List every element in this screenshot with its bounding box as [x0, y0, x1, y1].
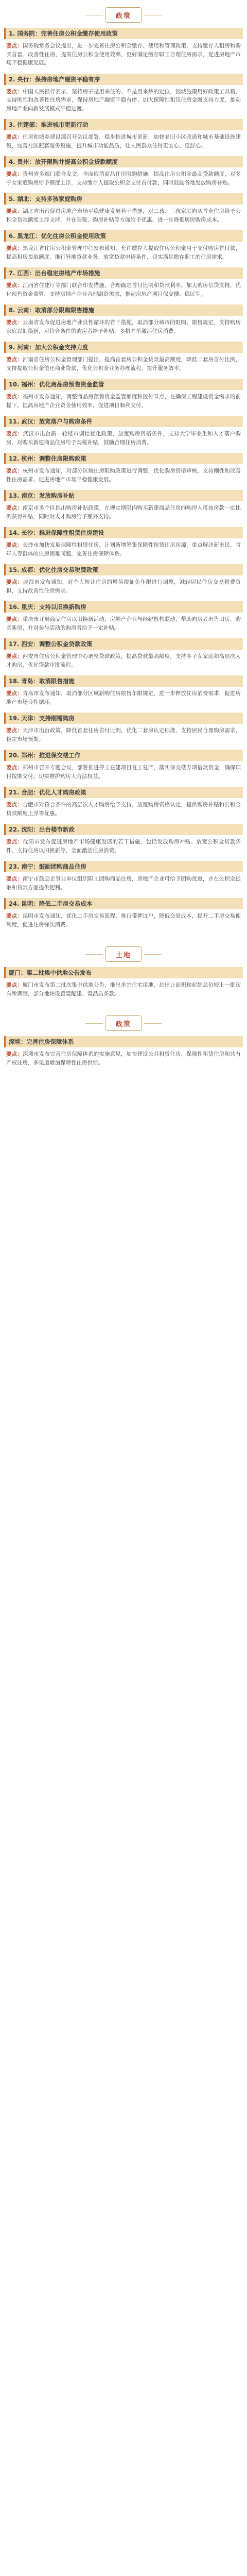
- article-text: 青岛市发布通知，取消部分区域新购住房限售年限规定，进一步释放住房消费需求，促进房地产市场良性循环。: [6, 690, 241, 705]
- article-body: [4, 501, 243, 521]
- article-body: [4, 872, 243, 892]
- article-body: [4, 650, 243, 669]
- article-body: [4, 130, 243, 150]
- article-body: [4, 613, 243, 632]
- article-text: 沈阳市发布促进房地产市场健康发展的若干措施，包括发放购房补贴、放宽公积金贷款条件、支持住房以旧换新等，全面激活住房消费。: [6, 839, 241, 854]
- article-item: [0, 416, 247, 447]
- article-lead: 要点：: [6, 468, 23, 474]
- article-lead: 要点：: [6, 43, 23, 49]
- article-lead: 要点：: [6, 357, 23, 363]
- article-body: [4, 353, 243, 372]
- article-body: [4, 909, 243, 929]
- article-text: 天津市出台政策，降低首套住房首付比例，优化二套房认定标准，支持居民合理购房需求，稳定市场预期。: [6, 727, 241, 742]
- article-item: [0, 787, 247, 818]
- article-item: [0, 267, 247, 298]
- article-item: [0, 601, 247, 632]
- article-lead: 要点：: [6, 245, 23, 251]
- article-headline: 9. 河南：加大公积金支持力度: [4, 342, 243, 353]
- article-body: [4, 427, 243, 447]
- content: [0, 0, 247, 1077]
- article-headline: 8. 云南：取消部分限购限售措施: [4, 304, 243, 316]
- article-item: [0, 119, 247, 150]
- article-body: [4, 798, 243, 818]
- article-lead: 要点：: [6, 208, 23, 214]
- article-text: 合肥市对符合条件的高层次人才购房给予支持，放宽购房资格认定，提供购房补贴和公积金贷款额度上浮等优惠。: [6, 802, 241, 817]
- section-badge: 政策: [105, 7, 142, 23]
- article-lead: 要点：: [6, 1051, 23, 1057]
- article-body: [4, 464, 243, 484]
- article-text: 杭州市发布通知，对部分区域住房限购政策进行调整，优化购房资格审核，支持刚性和改善性住房需求，促进房地产市场平稳健康发展。: [6, 468, 241, 483]
- article-text: 贵州省多部门联合发文，全面取消商品住房限购措施，提高住房公积金最高贷款额度，对多子女家庭购房给予额度上浮，支持缴存人提取公积金支付首付款，同时鼓励各地发放购房补贴。: [6, 171, 241, 186]
- article-body: [4, 724, 243, 743]
- article-headline: 1. 国务院：完善住房公积金缴存使用政策: [4, 28, 243, 39]
- article-item: [0, 527, 247, 558]
- article-item: [0, 824, 247, 855]
- article-headline: 5. 湖北：支持多孩家庭购房: [4, 193, 243, 205]
- section-header: [0, 1008, 247, 1036]
- article-lead: 要点：: [6, 616, 23, 622]
- article-body: [4, 575, 243, 595]
- article-headline: 20. 郑州：推进保交楼工作: [4, 750, 243, 761]
- article-headline: 16. 重庆：支持以旧换新购房: [4, 601, 243, 613]
- article-lead: 要点：: [6, 802, 23, 808]
- article-lead: 要点：: [6, 765, 23, 771]
- article-text: 昆明市发布通知，优化二手房交易流程，推行带押过户，降低交易成本，提升二手房交易便利度，促进住房梯次消费。: [6, 913, 241, 928]
- article-headline: 7. 江西：出台稳定房地产市场措施: [4, 267, 243, 279]
- article-item: [0, 675, 247, 706]
- article-headline: 3. 住建部：推进城市更新行动: [4, 119, 243, 130]
- article-text: 成都市发布通知，对个人转让住房的增值税征免年限进行调整，减轻居民住房交易税费负担，支持改善性住房需求。: [6, 579, 241, 594]
- article-headline: 18. 青岛：取消限售措施: [4, 675, 243, 687]
- article-item: [0, 28, 247, 67]
- article-item: [0, 230, 247, 261]
- article-text: 云南省发布促进房地产业良性循环的若干措施，取消部分城市的限购、限售规定，支持购房家庭以旧换新，对符合条件的购房者给予补贴，多措并举激活住房消费。: [6, 319, 241, 334]
- article-body: [4, 1047, 243, 1067]
- article-text: 江西省住建厅等部门联合印发措施，合理确定首付比例和贷款利率，加大购房信贷支持，优化预售资金监管，支持房地产企业合理融资需求，推动房地产项目保交楼、稳民生。: [6, 282, 241, 297]
- article-text: 郑州市召开专题会议，部署推进停工在建项目复工复产，落实保交楼专项借款资金，确保项目按期交付，切实维护购房人合法权益。: [6, 765, 241, 779]
- article-lead: 要点：: [6, 88, 23, 95]
- article-lead: 要点：: [6, 839, 23, 845]
- article-headline: 10. 福州：优化商品房预售资金监管: [4, 379, 243, 390]
- article-text: 中国人民银行表示，坚持房子是用来住的、不是用来炒的定位，因城施策用好政策工具箱，支持刚性和改善性住房需求，保持房地产融资平稳有序，加大保障性租赁住房金融支持力度，推动房地产业向新发展模式平稳过渡。: [6, 88, 241, 112]
- article-lead: 要点：: [6, 431, 23, 437]
- article-item: [0, 967, 247, 998]
- article-headline: 厦门：第二批集中供地公告发布: [4, 967, 243, 978]
- article-headline: 22. 沈阳：出台楼市新政: [4, 824, 243, 835]
- article-lead: 要点：: [6, 134, 23, 140]
- article-lead: 要点：: [6, 913, 23, 919]
- article-item: [0, 490, 247, 521]
- article-text: 长沙市加快发展保障性租赁住房，计划新增筹集保障性租赁住房房源，重点解决新市民、青年人等群体的住房困难问题，完善住房保障体系。: [6, 542, 241, 557]
- article-body: [4, 316, 243, 335]
- article-item: [0, 379, 247, 410]
- article-item: [0, 898, 247, 929]
- article-item: [0, 564, 247, 595]
- article-headline: 4. 贵州：放开限购并提高公积金贷款额度: [4, 156, 243, 167]
- article-body: [4, 279, 243, 298]
- article-lead: 要点：: [6, 505, 23, 511]
- article-lead: 要点：: [6, 653, 23, 659]
- section-header: [0, 0, 247, 28]
- article-body: [4, 835, 243, 855]
- article-headline: 15. 成都：优化住房交易税费政策: [4, 564, 243, 575]
- article-lead: 要点：: [6, 282, 23, 289]
- article-text: 南宁市鼓励企事业单位组织职工团购商品住房，房地产企业可给予团购优惠，并在公积金提取和贷款方面提供便利。: [6, 876, 241, 891]
- article-text: 西安市住房公积金管理中心调整贷款政策，提高贷款最高额度，支持多子女家庭和高层次人才购房，优化贷款审批流程。: [6, 653, 241, 668]
- article-text: 福州市发布通知，调整商品房预售资金监管额度和拨付节点，在确保工程建设资金需求的前提下，提高房地产企业资金使用效率，促进项目顺利交付。: [6, 394, 241, 409]
- article-headline: 24. 昆明：降低二手房交易成本: [4, 898, 243, 909]
- article-headline: 12. 杭州：调整住房限购政策: [4, 453, 243, 464]
- article-text: 住房和城乡建设部召开会议部署，稳步推进城市更新，加快老旧小区改造和城市基础设施建设，完善社区配套服务设施，提升城市功能品质，让人民群众住得更安心、更舒心。: [6, 134, 241, 149]
- section-spacer: [0, 935, 247, 939]
- article-body: [4, 978, 243, 998]
- article-text: 重庆市开展商品住房以旧换新活动，房地产企业与经纪机构联动，帮助购房者出售旧房、购买新房，并对参与活动的购房者给予一定补贴。: [6, 616, 241, 631]
- article-body: [4, 538, 243, 558]
- article-lead: 要点：: [6, 982, 23, 988]
- section-spacer: [0, 1073, 247, 1077]
- article-lead: 要点：: [6, 690, 23, 697]
- section-header: [0, 939, 247, 967]
- section-badge: 政策: [105, 1015, 142, 1031]
- article-body: [4, 687, 243, 706]
- article-text: 湖北省出台促进房地产市场平稳健康发展若干措施，对二孩、三孩家庭购买首套住房给予公积金贷款额度上浮支持，并在契税、购房补贴等方面给予优惠，进一步降低居民购房成本。: [6, 208, 241, 223]
- article-lead: 要点：: [6, 542, 23, 548]
- article-lead: 要点：: [6, 579, 23, 585]
- article-headline: 深圳：完善住房保障体系: [4, 1036, 243, 1047]
- article-text: 武汉市出台新一轮楼市调控优化政策，放宽购房资格条件，支持大学毕业生和人才落户购房，对购买新建商品住房给予契税补贴，鼓励合理住房消费。: [6, 431, 241, 446]
- article-item: [0, 713, 247, 743]
- article-body: [4, 761, 243, 781]
- article-item: [0, 750, 247, 781]
- article-text: 黑龙江省住房公积金管理中心发布通知，允许缴存人提取住房公积金用于支付购房首付款，提高租房提取额度，推行异地贷款业务，放宽贷款申请条件，切实满足缴存职工的住房需求。: [6, 245, 241, 260]
- article-body: [4, 242, 243, 261]
- article-item: [0, 453, 247, 484]
- article-item: [0, 74, 247, 113]
- article-item: [0, 156, 247, 187]
- article-lead: 要点：: [6, 876, 23, 882]
- article-item: [0, 193, 247, 224]
- article-headline: 17. 西安：调整公积金贷款政策: [4, 638, 243, 650]
- article-body: [4, 205, 243, 224]
- article-text: 厦门市发布第二批次集中供地公告，推出多宗住宅用地，总出让面积和起始总价较上一批次有所调整，部分地块设置竞配建、竞品质条款。: [6, 982, 241, 997]
- article-item: [0, 861, 247, 892]
- article-lead: 要点：: [6, 727, 23, 734]
- article-body: [4, 167, 243, 187]
- article-headline: 23. 南宁：鼓励团购商品住房: [4, 861, 243, 872]
- article-item: [0, 342, 247, 372]
- article-headline: 14. 长沙：推进保障性租赁住房建设: [4, 527, 243, 538]
- article-body: [4, 390, 243, 410]
- article-text: 深圳市发布完善住房保障体系的实施意见，加快建设公共租赁住房、保障性租赁住房和共有产权住房，多渠道增加保障性住房供给。: [6, 1051, 241, 1066]
- article-lead: 要点：: [6, 171, 23, 177]
- article-headline: 13. 南京：发放购房补贴: [4, 490, 243, 501]
- section-spacer: [0, 1004, 247, 1008]
- article-text: 国务院常务会议提出，进一步完善住房公积金缴存、使用和管理政策，支持缴存人租房和购买首套、改善性住房，提高住房公积金使用效率，更好满足缴存职工合理住房需求，促进房地产市场平稳健康发展。: [6, 43, 241, 66]
- article-body: [4, 39, 243, 67]
- article-headline: 2. 央行：保持房地产融资平稳有序: [4, 74, 243, 85]
- article-item: [0, 304, 247, 335]
- article-text: 南京市多个区推出购房补贴政策，在规定期限内购买新建商品住房的购房人可按房款一定比例获得补贴，同时对人才购房给予额外支持。: [6, 505, 241, 520]
- article-headline: 19. 天津：支持刚需购房: [4, 713, 243, 724]
- article-headline: 21. 合肥：优化人才购房政策: [4, 787, 243, 798]
- section-badge: 土地: [105, 946, 142, 962]
- article-headline: 6. 黑龙江：优化住房公积金使用政策: [4, 230, 243, 242]
- article-lead: 要点：: [6, 394, 23, 400]
- article-text: 河南省住房公积金管理部门提出，提高首套房公积金贷款最高额度，降低二套房首付比例，支持提取公积金偿还商业贷款，优化公积金业务办理流程，提升服务效率。: [6, 357, 241, 371]
- article-body: [4, 85, 243, 113]
- article-item: [0, 638, 247, 669]
- article-lead: 要点：: [6, 319, 23, 326]
- article-headline: 11. 武汉：放宽落户与购房条件: [4, 416, 243, 427]
- article-item: [0, 1036, 247, 1067]
